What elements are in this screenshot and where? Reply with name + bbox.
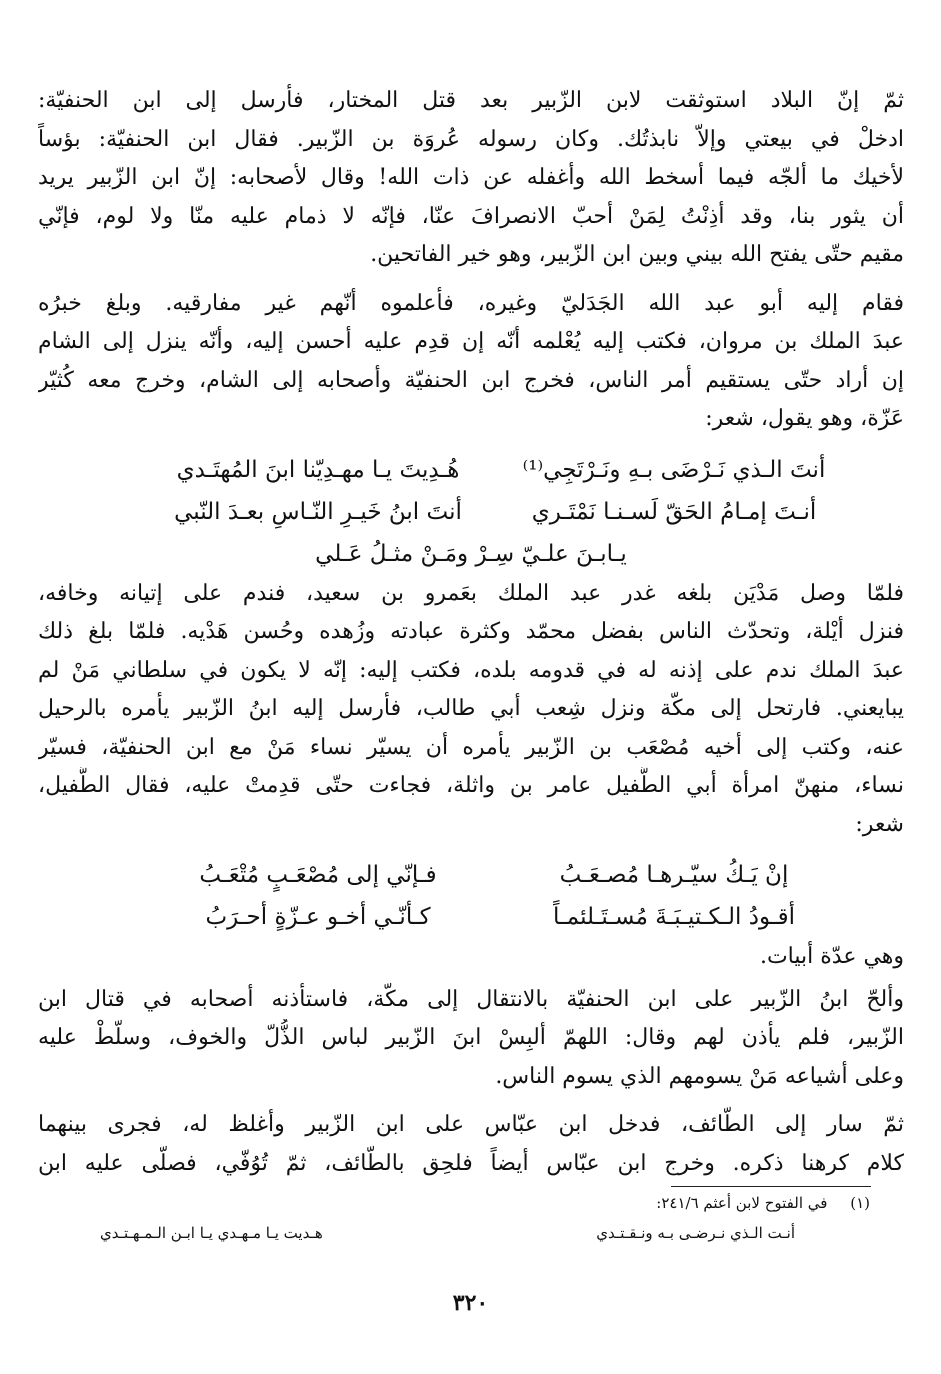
footnote-separator <box>671 1186 871 1187</box>
footnote-verse-second-hemistich: هـديت يـا مـهـدي يـا ابـن الـمـهـتـدي <box>100 1224 323 1242</box>
text-line: مقيم حتّى يفتح الله بيني وبين ابن الزّبير، وهو خير الفاتحين. <box>370 242 904 267</box>
text-line: يبايعني. فارتحل إلى مكّة ونزل شِعب أبي طالب، فأرسل إليه ابنُ الزّبير يأمره بالرحيل <box>38 696 904 721</box>
footnote-text: في الفتوح لابن أعثم ٢٤١/٦: <box>656 1194 828 1212</box>
text-line: وعلى أشياعه مَنْ يسومهم الذي يسوم الناس. <box>495 1063 904 1089</box>
footnote <box>70 1188 870 1248</box>
verse-line <box>38 491 904 533</box>
text-line: عبدَ الملك ندم على إذنه له في قدومه بلده، فكتب إليه: إنّه لا يكون في سلطاني مَنْ لم <box>38 657 904 683</box>
text-line: عَزّة، وهو يقول، شعر: <box>705 406 904 431</box>
verse-second-hemistich: أنتَ ابنُ خَيـرِ النّـاسِ بعـدَ النّبي <box>174 498 462 525</box>
verse-first-hemistich: أنتَ الـذي نَـرْضَى بـهِ ونَـرْتَجِي⁽¹⁾ <box>522 456 826 483</box>
text-line: ادخلْ في بيعتي وإلاّ نابذتُك. وكان رسوله عُروَة بن الزّبير. فقال ابن الحنفيّة: بؤساً <box>38 126 904 152</box>
text-line: نساء، منهنّ امرأة أبي الطُّفيل عامر بن واثلة، فجاءت حتّى قدِمتْ عليه، فقال الطُّفيل، <box>38 773 904 798</box>
text-line: وهي عدّة أبيات. <box>759 944 904 969</box>
text-line: فقام إليه أبو عبد الله الجَدَليّ وغيره، فأعلموه أنّهم غير مفارقيه. وبلغ خبرُه <box>38 290 904 316</box>
page-number: ٣٢٠ <box>452 1290 489 1316</box>
text-line: عنه، وكتب إلى أخيه مُصْعَب بن الزّبير يأمره أن يسيّر نساء مَنْ مع ابن الحنفيّة، فسيّر <box>38 734 904 760</box>
verse-line <box>38 533 904 575</box>
verse-second-hemistich: هُـدِيتَ يـا مهـدِيّنا ابنَ المُهتَـدي <box>176 456 460 483</box>
verse-first-hemistich: أقـودُ الـكـتيـبَـةَ مُسـتَـلئمـاً <box>553 904 795 930</box>
paragraph-5 <box>38 981 904 1097</box>
text-line: كلام كرهنا ذكره. وخرج ابن عبّاس أيضاً فلحِق بالطّائف، ثمّ تُوُفّي، فصلّى عليه ابن <box>38 1150 904 1176</box>
footnote-number: (١) <box>850 1194 870 1212</box>
text-line: عبدَ الملك بن مروان، فكتب إليه يُعْلمه أنّه إن قدِم عليه أحسن إليه، وأنّه ينزل إلى الشام <box>38 329 904 354</box>
text-line: ثمّ إنّ البلاد استوثقت لابن الزّبير بعد قتل المختار، فأرسل إلى ابن الحنفيّة: <box>38 88 904 113</box>
text-line: ثمّ سار إلى الطّائف، فدخل ابن عبّاس على ابن الزّبير وأغلظ له، فجرى بينهما <box>38 1112 904 1137</box>
verse-first-hemistich: أنـتَ إمـامُ الحَقّ لَسـنـا نَمْتَـري <box>531 498 817 525</box>
paragraph-2 <box>38 285 904 439</box>
verse-second-hemistich: فـإنّي إلى مُصْعَـبٍ مُتْعَـبُ <box>199 862 437 888</box>
poem-tufayl <box>38 854 904 938</box>
verse-second-hemistich: كـأنّـي أخـو عـزّةٍ أحـرَبُ <box>205 904 431 930</box>
text-line: شعر: <box>855 811 904 837</box>
text-line: فلمّا وصل مَدْيَن بلغه غدر عبد الملك بعَمرو بن سعيد، فندم على إتيانه وخافه، <box>38 580 904 606</box>
footnote-line <box>70 1188 870 1218</box>
text-line: وألحّ ابنُ الزّبير على ابن الحنفيّة بالانتقال إلى مكّة، فاستأذنه أصحابه في قتال ابن <box>38 986 904 1012</box>
paragraph-4 <box>38 938 904 977</box>
poem-kuthayyir <box>38 449 904 575</box>
paragraph-6 <box>38 1106 904 1183</box>
verse-line <box>38 854 904 896</box>
text-line: إن أراد حتّى يستقيم أمر الناس، فخرج ابن الحنفيّة وأصحابه إلى الشام، وخرج معه كُثيّر <box>38 367 904 393</box>
verse-line <box>38 449 904 491</box>
text-line: لأخيك ما ألجّه فيما أسخط الله وأغفله عن ذات الله! وقال لأصحابه: إنّ ابن الزّبير يريد <box>38 165 904 190</box>
main-text <box>38 82 904 1193</box>
paragraph-1 <box>38 82 904 275</box>
text-line: فنزل أيْلة، وتحدّث الناس بفضل محمّد وكثرة عبادته وزُهده وحُسن هَدْيه. فلمّا بلغ ذلك <box>38 619 904 644</box>
footnote-verse <box>70 1218 870 1248</box>
verse-single-line: يـابـنَ علـيّ سِـرْ ومَـنْ مثـلُ عَـلي <box>315 540 627 567</box>
text-line: الزّبير، فلم يأذن لهم وقال: اللهمّ ألبِسْ ابنَ الزّبير لباس الذُّلّ والخوف، وسلّطْ عليه <box>38 1025 904 1050</box>
footnote-verse-first-hemistich: أنـت الـذي نـرضـى بـه ونـقـتـدي <box>596 1224 795 1242</box>
text-line: أن يثور بنا، وقد أذِنْتُ لِمَنْ أحبّ الانصرافَ عنّا، فإنّه لا ذمام عليه منّا ولا لوم، فإنّي <box>38 203 904 229</box>
paragraph-3 <box>38 575 904 845</box>
verse-line <box>38 896 904 938</box>
verse-first-hemistich: إنْ يَـكُ سيّـرهـا مُصـعَـبُ <box>559 862 789 888</box>
